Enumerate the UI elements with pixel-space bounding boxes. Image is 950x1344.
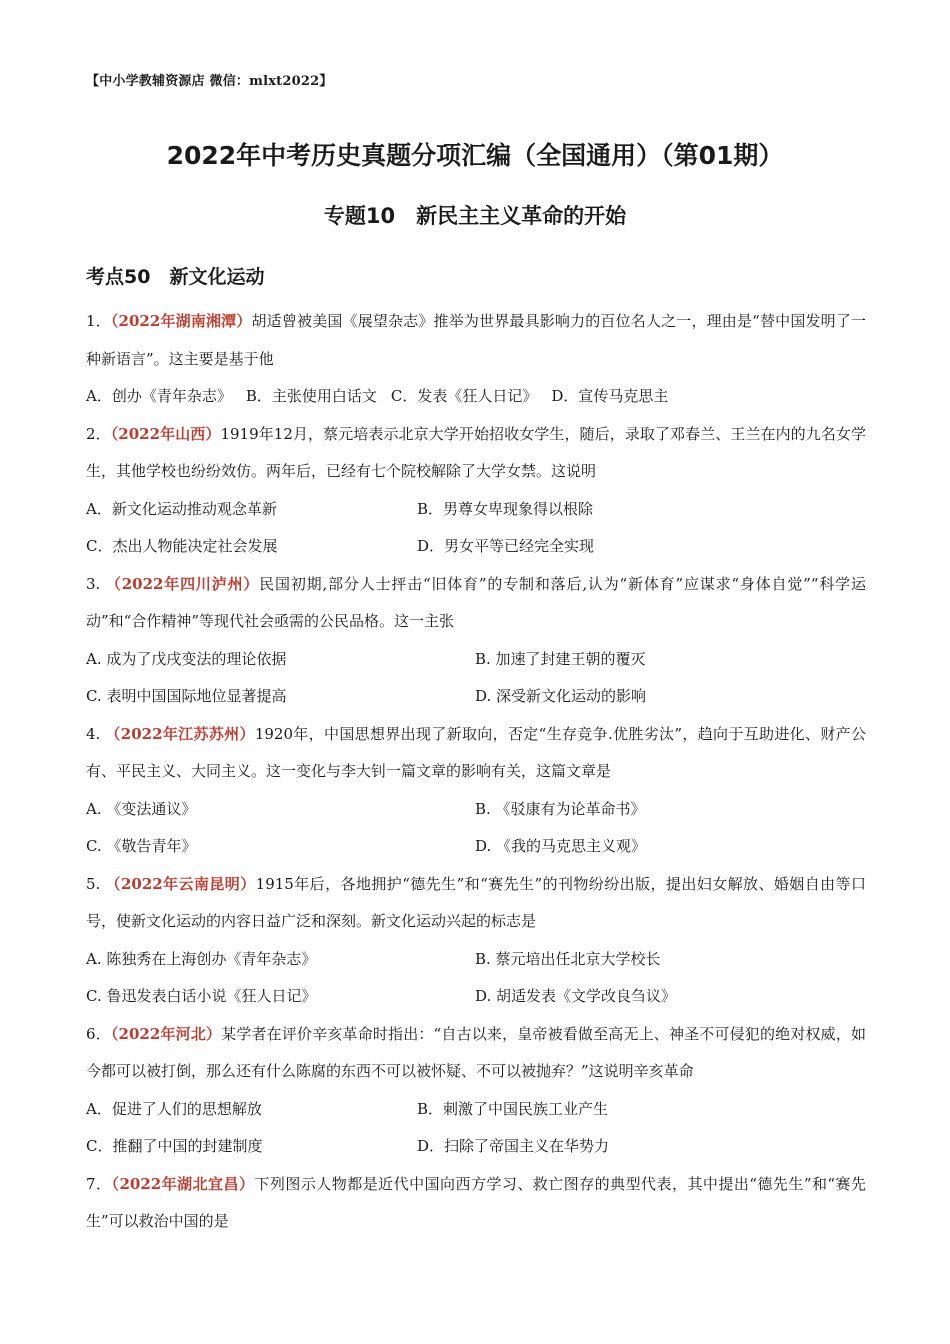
question-number: 1． bbox=[86, 312, 111, 330]
question-source: （2022年山西） bbox=[110, 424, 221, 443]
question-list bbox=[86, 303, 866, 1241]
option-a: A. 成为了戊戌变法的理论依据 bbox=[86, 649, 287, 668]
question-source: （2022年湖北宜昌） bbox=[111, 1174, 255, 1193]
question-4 bbox=[86, 716, 866, 866]
question-text: 1920年，中国思想界出现了新取向，否定“生存竞争.优胜劣汰”，趋向于互助进化、财产公有、平民主义、大同主义。这一变化与李大钊一篇文章的影响有关，这篇文章是 bbox=[86, 724, 866, 780]
question-source: （2022年河北） bbox=[110, 1024, 222, 1043]
options-row bbox=[86, 528, 866, 566]
options-row bbox=[86, 978, 866, 1016]
question-text: 胡适曾被美国《展望杂志》推举为世界最具影响力的百位名人之一，理由是“替中国发明了一种新语言”。这主要是基于他 bbox=[86, 312, 867, 368]
option-b: B. 《驳康有为论革命书》 bbox=[475, 799, 646, 818]
option-c: C. 鲁迅发表白话小说《狂人日记》 bbox=[86, 987, 317, 1005]
question-stem bbox=[86, 303, 866, 378]
option-b: B．刺激了中国民族工业产生 bbox=[417, 1099, 609, 1118]
option-b: B. 加速了封建王朝的覆灭 bbox=[475, 649, 646, 668]
question-number: 2． bbox=[86, 424, 111, 443]
question-2 bbox=[86, 416, 866, 566]
options-row bbox=[86, 828, 866, 866]
options-row bbox=[86, 1091, 866, 1129]
question-source: （2022年湖南湘潭） bbox=[110, 312, 252, 330]
options-row bbox=[86, 678, 866, 716]
option-a: A．创办《青年杂志》 bbox=[86, 387, 232, 405]
option-a: A．促进了人们的思想解放 bbox=[86, 1099, 262, 1118]
option-a: A. 陈独秀在上海创办《青年杂志》 bbox=[86, 949, 317, 968]
question-5 bbox=[86, 866, 866, 1016]
question-stem bbox=[86, 1016, 866, 1091]
question-6 bbox=[86, 1016, 866, 1166]
question-stem bbox=[86, 416, 866, 491]
option-b: B．主张使用白话文 bbox=[245, 387, 377, 405]
question-3 bbox=[86, 566, 866, 716]
question-stem bbox=[86, 1166, 866, 1241]
option-c: C．推翻了中国的封建制度 bbox=[86, 1137, 263, 1155]
option-c: C. 表明中国国际地位显著提高 bbox=[86, 687, 287, 705]
options-row bbox=[86, 1128, 866, 1166]
option-d: D. 深受新文化运动的影响 bbox=[475, 687, 647, 705]
options-row bbox=[86, 378, 866, 416]
options-row bbox=[86, 491, 866, 529]
option-a: A. 《变法通议》 bbox=[86, 799, 197, 818]
page-title: 2022年中考历史真题分项汇编（全国通用）（第01期） bbox=[166, 141, 784, 170]
question-text: 民国初期,部分人士抨击“旧体育”的专制和落后,认为“新体育”应谋求“身体自觉”“科学运动”和“合作精神”等现代社会亟需的公民品格。这一主张 bbox=[86, 574, 866, 630]
options-row bbox=[86, 641, 866, 679]
question-7 bbox=[86, 1166, 866, 1241]
option-c: C．发表《狂人日记》 bbox=[390, 387, 538, 405]
option-d: D．扫除了帝国主义在华势力 bbox=[417, 1137, 610, 1155]
question-number: 6． bbox=[86, 1024, 111, 1043]
option-d: D．男女平等已经完全实现 bbox=[417, 537, 595, 555]
option-c: C．杰出人物能决定社会发展 bbox=[86, 537, 278, 555]
option-a: A．新文化运动推动观念革新 bbox=[86, 499, 277, 518]
option-b: B. 蔡元培出任北京大学校长 bbox=[475, 949, 661, 968]
options-row bbox=[86, 941, 866, 979]
question-text: 某学者在评价辛亥革命时指出：“自古以来，皇帝被看做至高无上、神圣不可侵犯的绝对权威，如今都可以被打倒，那么还有什么陈腐的东西不可以被怀疑、不可以被抛弃？”这说明辛亥革命 bbox=[86, 1024, 866, 1080]
question-source: （2022年云南昆明） bbox=[105, 874, 256, 893]
question-number: 3. bbox=[86, 574, 106, 593]
question-text: 下列图示人物都是近代中国向西方学习、救亡图存的典型代表，其中提出“德先生”和“赛先生”可以救治中国的是 bbox=[86, 1174, 867, 1230]
question-stem bbox=[86, 716, 866, 791]
option-d: D. 《我的马克思主义观》 bbox=[475, 837, 647, 855]
options-row bbox=[86, 791, 866, 829]
page-subtitle: 专题10 新民主主义革命的开始 bbox=[323, 204, 627, 228]
option-d: D．宣传马克思主 bbox=[551, 387, 669, 405]
question-number: 4. bbox=[86, 724, 106, 743]
question-number: 5. bbox=[86, 874, 106, 893]
question-source: （2022年四川泸州） bbox=[105, 574, 260, 593]
question-stem bbox=[86, 566, 866, 641]
option-b: B．男尊女卑现象得以根除 bbox=[417, 499, 594, 518]
question-stem bbox=[86, 866, 866, 941]
question-text: 1915年后，各地拥护“德先生”和“赛先生”的刊物纷纷出版，提出妇女解放、婚姻自由等口号，使新文化运动的内容日益广泛和深刻。新文化运动兴起的标志是 bbox=[86, 874, 866, 930]
question-source: （2022年江苏苏州） bbox=[105, 724, 255, 743]
question-text: 1919年12月，蔡元培表示北京大学开始招收女学生，随后，录取了邓春兰、王兰在内的九名女学生，其他学校也纷纷效仿。两年后，已经有七个院校解除了大学女禁。这说明 bbox=[86, 424, 867, 480]
option-c: C. 《敬告青年》 bbox=[86, 837, 197, 855]
option-d: D. 胡适发表《文学改良刍议》 bbox=[475, 987, 677, 1005]
question-1 bbox=[86, 303, 866, 416]
section-heading: 考点50 新文化运动 bbox=[86, 266, 265, 288]
question-number: 7． bbox=[86, 1174, 112, 1193]
header-note: 【中小学教辅资源店 微信：mlxt2022】 bbox=[86, 74, 333, 89]
